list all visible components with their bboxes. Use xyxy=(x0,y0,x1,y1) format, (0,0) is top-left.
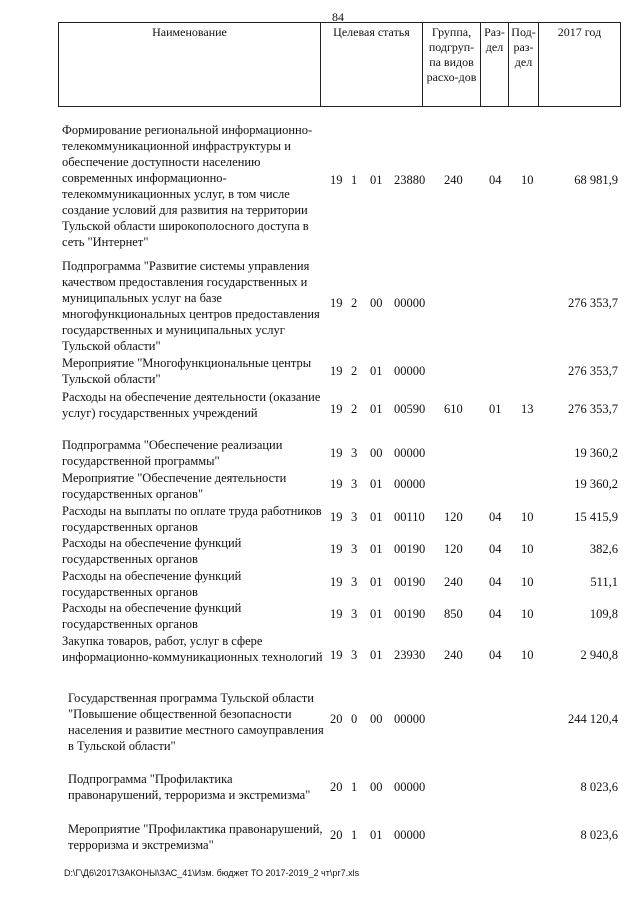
cell-group: 120 xyxy=(444,542,463,556)
cell-value: 8 023,6 xyxy=(580,828,618,842)
cell-mer: 01 xyxy=(370,575,383,589)
cell-mer: 00 xyxy=(370,446,383,460)
table-header xyxy=(58,22,621,107)
cell-prog: 19 xyxy=(330,446,343,460)
cell-prog: 19 xyxy=(330,364,343,378)
cell-dir: 00000 xyxy=(394,446,426,460)
row-name: Расходы на обеспечение функций государственных органов xyxy=(62,536,242,566)
cell-mer: 01 xyxy=(370,364,383,378)
cell-dir: 00000 xyxy=(394,828,426,842)
cell-mer: 01 xyxy=(370,477,383,491)
cell-mer: 00 xyxy=(370,712,383,726)
cell-dir: 00000 xyxy=(394,477,426,491)
cell-dir: 00190 xyxy=(394,542,426,556)
row-name: Подпрограмма "Развитие системы управления качеством предоставления государственных и муниципальных услуг на базе многофункциональных центров предоставления государственных и муниципальных услуг Тульской области" xyxy=(62,259,320,353)
cell-mer: 01 xyxy=(370,542,383,556)
row-name: Мероприятие "Обеспечение деятельности государственных органов" xyxy=(62,471,287,501)
cell-prog: 19 xyxy=(330,648,343,662)
cell-value: 68 981,9 xyxy=(574,173,618,187)
cell-dir: 00590 xyxy=(394,402,426,416)
cell-podrazdel: 10 xyxy=(521,607,534,621)
cell-sub: 2 xyxy=(351,296,358,310)
cell-dir: 00110 xyxy=(394,510,425,524)
cell-dir: 00000 xyxy=(394,364,426,378)
cell-sub: 3 xyxy=(351,542,358,556)
cell-prog: 19 xyxy=(330,510,343,524)
header-podrazdel: Под-раз-дел xyxy=(509,23,539,107)
cell-sub: 0 xyxy=(351,712,358,726)
cell-dir: 00190 xyxy=(394,575,426,589)
cell-prog: 19 xyxy=(330,607,343,621)
cell-sub: 1 xyxy=(351,780,358,794)
cell-value: 382,6 xyxy=(589,542,618,556)
cell-sub: 3 xyxy=(351,648,358,662)
header-year: 2017 год xyxy=(539,23,621,107)
cell-razdel: 04 xyxy=(489,648,502,662)
cell-mer: 01 xyxy=(370,648,383,662)
cell-prog: 19 xyxy=(330,402,343,416)
row-name: Мероприятие "Многофункциональные центры Тульской области" xyxy=(62,356,312,386)
cell-dir: 00000 xyxy=(394,296,426,310)
cell-value: 19 360,2 xyxy=(574,446,618,460)
cell-value: 2 940,8 xyxy=(580,648,618,662)
cell-dir: 23880 xyxy=(394,173,426,187)
cell-podrazdel: 10 xyxy=(521,510,534,524)
cell-group: 850 xyxy=(444,607,463,621)
cell-dir: 00000 xyxy=(394,780,426,794)
cell-sub: 1 xyxy=(351,828,358,842)
cell-value: 19 360,2 xyxy=(574,477,618,491)
file-path-footer: D:\Г\Д6\2017\ЗАКОНЫ\ЗАС_41\Изм. бюджет ТО 2017-2019_2 чт\рг7.xls xyxy=(64,868,360,878)
row-name: Расходы на выплаты по оплате труда работников государственных органов xyxy=(62,504,322,534)
cell-sub: 2 xyxy=(351,364,358,378)
cell-prog: 19 xyxy=(330,296,343,310)
cell-value: 276 353,7 xyxy=(568,296,618,310)
row-name: Подпрограмма "Профилактика правонарушений, терроризма и экстремизма" xyxy=(68,772,311,802)
cell-mer: 00 xyxy=(370,780,383,794)
cell-prog: 20 xyxy=(330,828,343,842)
cell-razdel: 04 xyxy=(489,173,502,187)
page-number: 84 xyxy=(332,10,344,24)
cell-group: 240 xyxy=(444,575,463,589)
cell-dir: 00000 xyxy=(394,712,426,726)
cell-prog: 19 xyxy=(330,575,343,589)
cell-group: 610 xyxy=(444,402,463,416)
cell-sub: 3 xyxy=(351,446,358,460)
cell-podrazdel: 10 xyxy=(521,648,534,662)
cell-razdel: 04 xyxy=(489,510,502,524)
cell-mer: 01 xyxy=(370,173,383,187)
cell-razdel: 04 xyxy=(489,542,502,556)
cell-mer: 00 xyxy=(370,296,383,310)
cell-group: 120 xyxy=(444,510,463,524)
cell-sub: 3 xyxy=(351,607,358,621)
cell-razdel: 01 xyxy=(489,402,502,416)
cell-group: 240 xyxy=(444,648,463,662)
row-name: Закупка товаров, работ, услуг в сфере информационно-коммуникационных технологий xyxy=(62,634,323,664)
cell-podrazdel: 10 xyxy=(521,542,534,556)
cell-sub: 2 xyxy=(351,402,358,416)
cell-sub: 3 xyxy=(351,477,358,491)
row-name: Подпрограмма "Обеспечение реализации государственной программы" xyxy=(62,438,283,468)
cell-value: 276 353,7 xyxy=(568,364,618,378)
cell-value: 109,8 xyxy=(589,607,618,621)
header-razdel: Раз-дел xyxy=(481,23,509,107)
cell-prog: 20 xyxy=(330,712,343,726)
cell-mer: 01 xyxy=(370,510,383,524)
cell-mer: 01 xyxy=(370,402,383,416)
cell-value: 15 415,9 xyxy=(574,510,618,524)
cell-prog: 19 xyxy=(330,173,343,187)
cell-podrazdel: 13 xyxy=(521,402,534,416)
cell-dir: 23930 xyxy=(394,648,426,662)
cell-value: 8 023,6 xyxy=(580,780,618,794)
row-name: Расходы на обеспечение деятельности (оказание услуг) государственных учреждений xyxy=(62,390,321,420)
cell-prog: 20 xyxy=(330,780,343,794)
row-name: Формирование региональной информационно-телекоммуникационной инфраструктуры и обеспечение доступности населению современных информационно-телекоммуникационных услуг, в том числе создание условий для развития на территории Тульской области широкополосного доступа в сеть "Интернет" xyxy=(62,123,313,249)
cell-sub: 3 xyxy=(351,575,358,589)
cell-value: 244 120,4 xyxy=(568,712,618,726)
row-name: Государственная программа Тульской области "Повышение общественной безопасности населения и развитие местного самоуправления в Тульской области" xyxy=(68,691,324,753)
cell-value: 511,1 xyxy=(590,575,618,589)
row-name: Мероприятие "Профилактика правонарушений, терроризма и экстремизма" xyxy=(68,822,323,852)
cell-razdel: 04 xyxy=(489,575,502,589)
cell-mer: 01 xyxy=(370,828,383,842)
header-name: Наименование xyxy=(59,23,321,107)
cell-sub: 3 xyxy=(351,510,358,524)
cell-prog: 19 xyxy=(330,477,343,491)
cell-sub: 1 xyxy=(351,173,358,187)
row-name: Расходы на обеспечение функций государственных органов xyxy=(62,601,242,631)
cell-podrazdel: 10 xyxy=(521,173,534,187)
cell-value: 276 353,7 xyxy=(568,402,618,416)
cell-razdel: 04 xyxy=(489,607,502,621)
cell-mer: 01 xyxy=(370,607,383,621)
cell-podrazdel: 10 xyxy=(521,575,534,589)
cell-prog: 19 xyxy=(330,542,343,556)
cell-group: 240 xyxy=(444,173,463,187)
row-name: Расходы на обеспечение функций государственных органов xyxy=(62,569,242,599)
header-target: Целевая статья xyxy=(321,23,423,107)
cell-dir: 00190 xyxy=(394,607,426,621)
header-group: Группа, подгруп-па видов расхо-дов xyxy=(423,23,481,107)
